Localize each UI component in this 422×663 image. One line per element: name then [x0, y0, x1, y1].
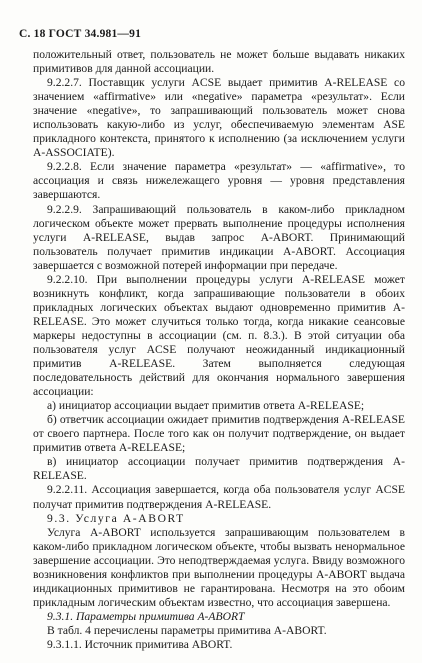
list-item-v: в) инициатор ассоциации получает примитив подтверждения A-RELEASE.: [33, 455, 405, 483]
paragraph-table-reference: В табл. 4 перечислены параметры примитива A-ABORT.: [47, 623, 327, 637]
paragraph-9-3-1-1: 9.3.1.1. Источник примитива ABORT.: [47, 637, 233, 651]
page-header: С. 18 ГОСТ 34.981—91: [19, 28, 142, 40]
paragraph-9-2-2-8: 9.2.2.8. Если значение параметра «результат» — «affirmative», то ассоциация и связь нижележащего уровня — уровня представления завершаются.: [33, 160, 405, 202]
subsection-heading-9-3-1: 9.3.1. Параметры примитива A-ABORT: [47, 609, 245, 623]
paragraph-continuation: положительный ответ, пользователь не может больше выдавать никаких примитивов для данной ассоциации.: [33, 48, 405, 76]
paragraph-9-2-2-7: 9.2.2.7. Поставщик услуги ACSE выдает примитив A-RELEASE со значением «affirmative» или «negative» параметра «результат». Если значение «negative», то запрашивающий пользователь может снова использовать какую-либо из услуг, обеспечиваемую элементам ASE прикладного контекста, принятого к исполнению (за исключением услуги A-ASSOCIATE).: [33, 76, 405, 160]
body-text: [33, 48, 405, 652]
paragraph-a-abort-description: Услуга A-ABORT используется запрашивающим пользователем в каком-либо прикладном логическом объекте, чтобы вызвать ненормальное завершение ассоциации. Это неподтверждаемая услуга. Ввиду возможного возникновения конфликтов при выполнении процедуры A-ABORT выдача индикационных примитивов не гарантирована. Несмотря на это обоим прикладным логическим объектам известно, что ассоциация завершена.: [33, 525, 405, 609]
paragraph-9-2-2-11: 9.2.2.11. Ассоциация завершается, когда оба пользователя услуг ACSE получат примитив подтверждения A-RELEASE.: [33, 483, 405, 511]
paragraph-9-2-2-9: 9.2.2.9. Запрашивающий пользователь в каком-либо прикладном логическом объекте может прервать выполнение процедуры исполнения услуги A-RELEASE, выдав запрос A-ABORT. Принимающий пользователь получает примитив индикации A-ABORT. Ассоциация завершается с возможной потерей информации при передаче.: [33, 202, 405, 272]
list-item-b: б) ответчик ассоциации ожидает примитив подтверждения A-RELEASE от своего партнера. После того как он получит подтверждение, он выдает примитив ответа A-RELEASE;: [33, 413, 405, 455]
list-item-a: а) инициатор ассоциации выдает примитив ответа A-RELEASE;: [47, 399, 365, 413]
section-heading-9-3: 9.3. Услуга A-ABORT: [47, 511, 185, 525]
paragraph-9-2-2-10: 9.2.2.10. При выполнении процедуры услуги A-RELEASE может возникнуть конфликт, когда запрашивающие пользователи в обоих прикладных логических объектах выдают одновременно примитив A-RELEASE. Это может случиться только тогда, когда никакие сеансовые маркеры недоступны в ассоциации (см. п. 8.3.). В этой ситуации оба пользователя услуг ACSE получают неожиданный индикационный примитив A-RELEASE. Затем выполняется следующая последовательность действий для окончания нормального завершения ассоциации:: [33, 272, 405, 399]
